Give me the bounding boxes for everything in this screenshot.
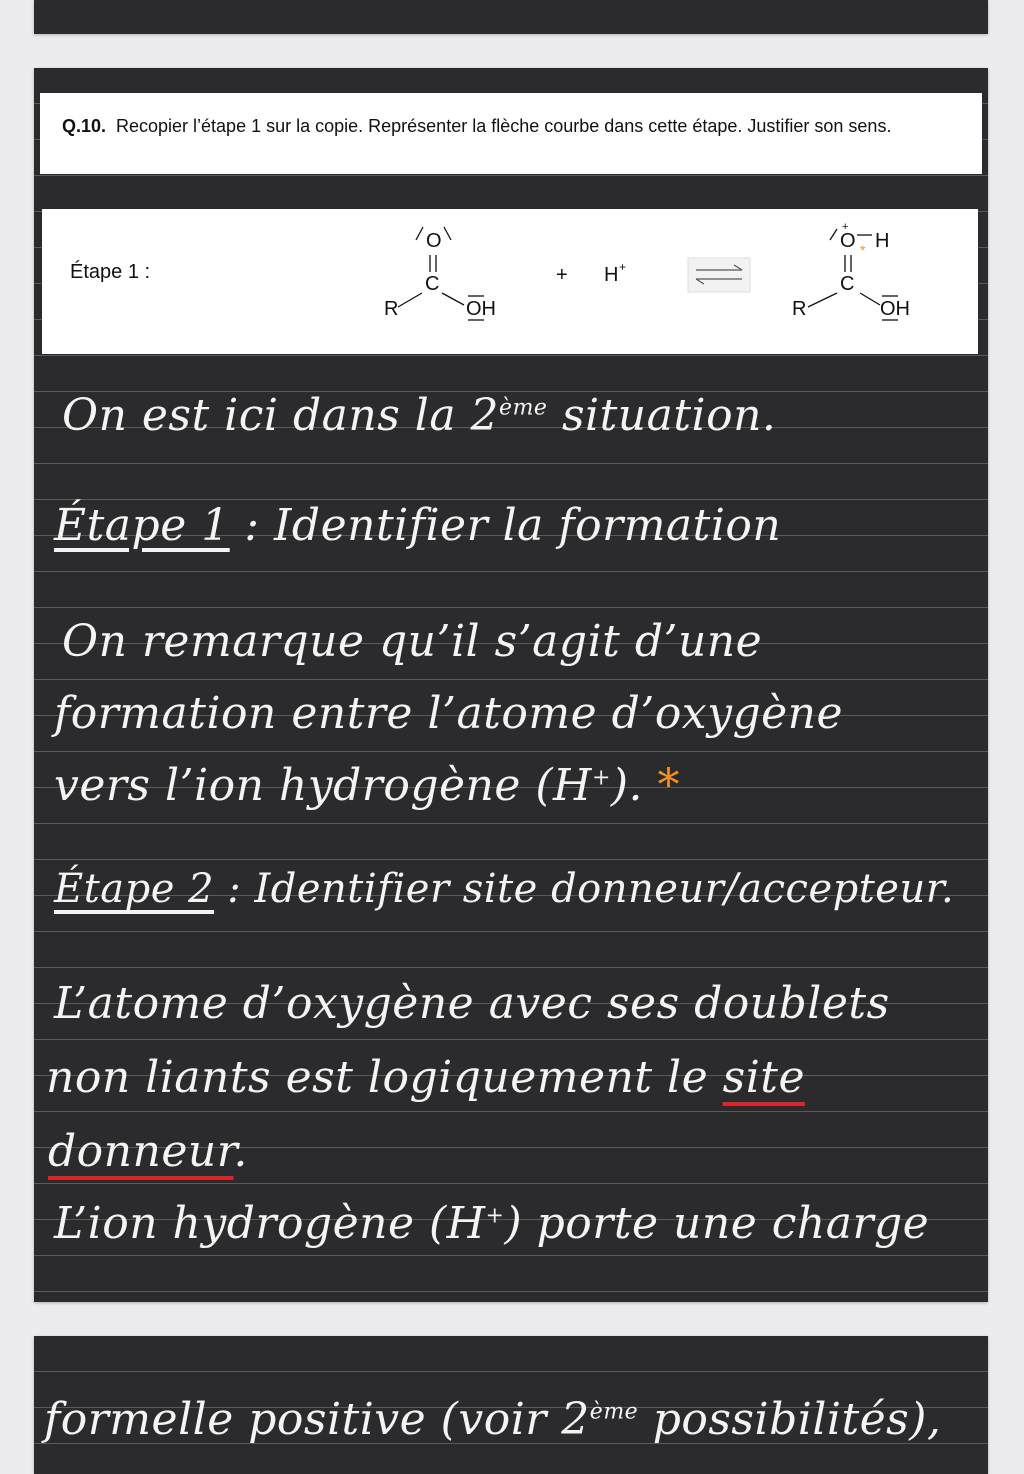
product-star-marker: * [860,242,866,258]
step2-heading: Étape 2 [54,866,215,912]
handwritten-line-1 [62,390,776,441]
line11-text: formelle positive (voir 2 [44,1394,590,1445]
line8-text: non liants est logiquement le [46,1052,723,1103]
orange-star-marker: * [657,760,681,811]
reaction-scheme [42,209,978,354]
step1-heading: Étape 1 [54,500,230,551]
line6-rest: : Identifier site donneur/accepteur. [214,866,955,912]
product-c: C [840,273,855,295]
line10-sup: + [485,1203,505,1229]
line10-end: ) porte une charge [504,1198,930,1249]
handwritten-line-6 [54,866,954,912]
step-label: Étape 1 : [70,261,151,283]
notebook-page [34,68,988,1302]
previous-page [34,0,988,34]
handwritten-line-4: formation entre l’atome d’oxygène [54,688,844,739]
reactant-oh: OH [466,298,496,320]
question-number: Q.10. [62,116,107,136]
product-charge: + [842,221,849,233]
handwritten-line-5 [54,760,680,811]
line1-end: situation. [547,390,777,441]
donneur-underlined: donneur [48,1126,234,1177]
handwritten-line-10 [54,1198,929,1249]
question-text-block [62,113,942,140]
line5-sup: + [591,765,611,791]
handwritten-line-7: L’atome d’oxygène avec ses doublets [54,978,890,1029]
site-underlined: site [722,1052,805,1103]
question-text: Recopier l’étape 1 sur la copie. Représenter la flèche courbe dans cette étape. Justifier son sens. [116,116,892,136]
product-oh: OH [880,298,910,320]
question-card [40,93,982,174]
handwritten-line-9 [48,1126,248,1177]
h-ion-symbol: H [604,264,619,286]
line5-text: vers l’ion hydrogène (H [54,760,592,811]
reactant-o: O [426,230,442,252]
line11-sup: ème [589,1399,639,1425]
product-r: R [792,298,807,320]
line2-rest: : Identifier la formation [229,500,782,551]
handwritten-line-11 [44,1394,941,1445]
handwritten-line-8 [46,1052,805,1103]
h-ion-charge: + [619,260,627,274]
reaction-card [42,209,978,354]
next-page [34,1336,988,1474]
handwritten-line-2 [54,500,781,551]
handwritten-line-3: On remarque qu’il s’agit d’une [62,616,763,667]
product-h: H [875,230,890,252]
reactant-structure [384,227,496,320]
line11-end: possibilités), [638,1394,942,1445]
line1-text: On est ici dans la 2 [62,390,500,441]
product-structure [792,221,910,320]
product-o: O [840,230,856,252]
plus-sign: + [556,264,568,286]
line9-end: . [233,1126,248,1177]
reactant-r: R [384,298,399,320]
equilibrium-arrow [688,258,750,292]
line10-text: L’ion hydrogène (H [54,1198,486,1249]
reactant-c: C [425,273,440,295]
hydrogen-ion [604,260,626,286]
line1-sup: ème [499,395,548,421]
line5-end: ). [610,760,644,811]
